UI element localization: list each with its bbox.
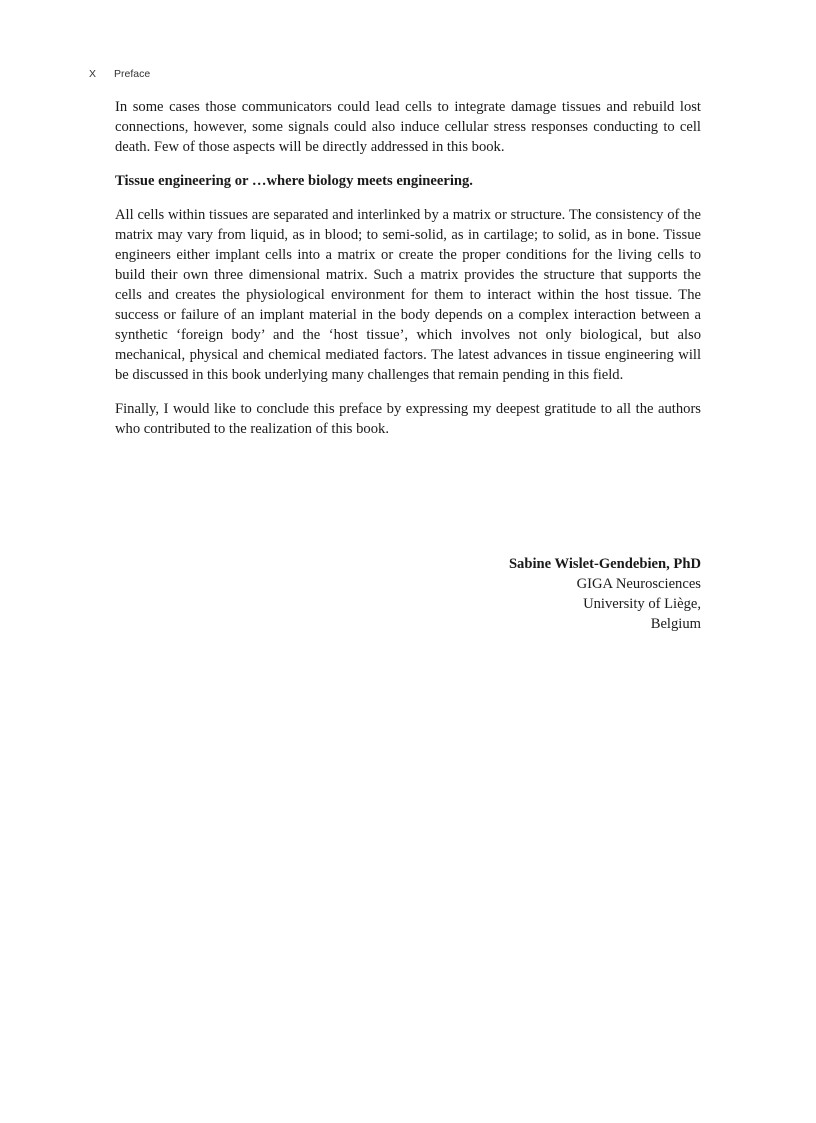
paragraph-intro: In some cases those communicators could lead cells to integrate damage tissues and rebuild lost connections, however, some signals could also induce cellular stress responses conducting to cell death. Few of those aspects will be directly addressed in this book. xyxy=(115,99,701,155)
paragraph-tissue-engineering: All cells within tissues are separated and interlinked by a matrix or structure. The consistency of the matrix may vary from liquid, as in blood; to semi-solid, as in cartilage; to solid, as in bone. Tissue engineers either implant cells into a matrix or create the proper conditions for the living cells to build their own three dimensional matrix. Such a matrix provides the structure that supports the cells and creates the physiological environment for them to interact within the host tissue. The success or failure of an implant material in the body depends on a complex interaction between a synthetic ‘foreign body’ and the ‘host tissue’, which involves not only biological, but also mechanical, physical and chemical mediated factors. The latest advances in tissue engineering will be discussed in this book underlying many challenges that remain pending in this field. xyxy=(115,207,701,383)
page-number: X xyxy=(89,68,97,80)
author-name: Sabine Wislet-Gendebien, PhD xyxy=(508,556,701,572)
running-header xyxy=(89,68,150,80)
signature-block xyxy=(509,554,701,634)
author-university: University of Liège, xyxy=(583,596,701,612)
preface-body xyxy=(115,97,701,453)
paragraph-closing: Finally, I would like to conclude this preface by expressing my deepest gratitude to all the authors who contributed to the realization of this book. xyxy=(115,401,701,437)
author-country: Belgium xyxy=(650,616,701,632)
author-institute: GIGA Neurosciences xyxy=(576,576,701,592)
section-title: Preface xyxy=(114,68,151,80)
section-heading: Tissue engineering or …where biology meets engineering. xyxy=(115,173,473,189)
